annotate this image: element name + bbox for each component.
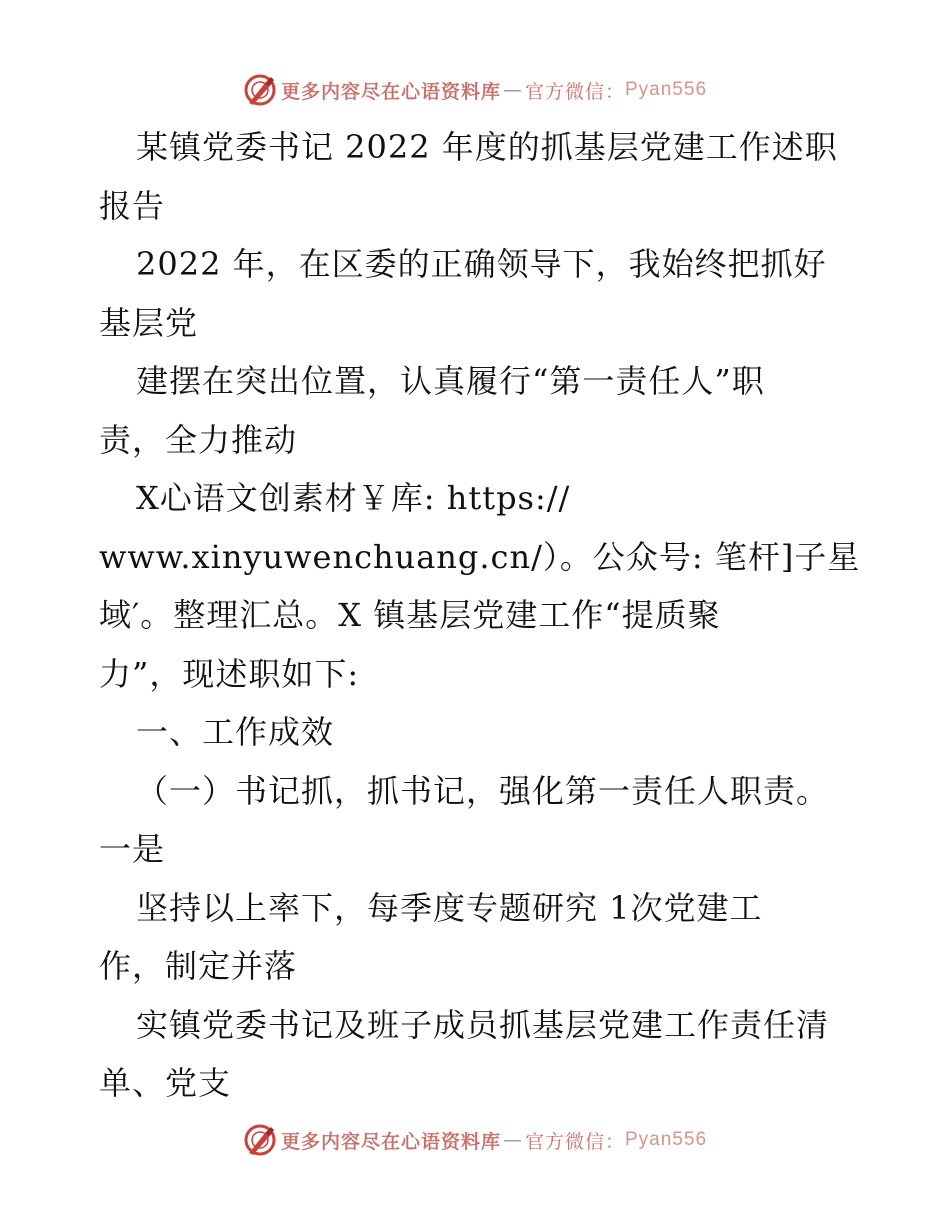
paragraph-line: 一、工作成效 — [136, 713, 335, 751]
header-banner — [0, 70, 950, 110]
paragraph-line: 坚持以上率下，每季度专题研究 1次党建工 — [136, 888, 763, 927]
paragraph-line: www.xinyuwenchuang.cn/）。公众号: 笔杆]子星 — [99, 537, 861, 576]
banner-wechat-id: Pyan556 — [625, 79, 708, 100]
pen-logo-icon — [243, 73, 277, 107]
paragraph-line: 报告 — [99, 186, 166, 225]
paragraph-line: 作，制定并落 — [99, 947, 298, 985]
banner-main-text: 更多内容尽在心语资料库 — [280, 80, 501, 103]
banner-main-text: 更多内容尽在心语资料库 — [280, 1130, 501, 1153]
pen-logo-icon — [243, 1123, 277, 1157]
paragraph-line: 单、党支 — [99, 1064, 232, 1102]
paragraph-line: X心语文创素材￥库: https:// — [136, 479, 571, 517]
paragraph-line: 基层党 — [99, 303, 199, 342]
paragraph-line: 域′。整理汇总。X 镇基层党建工作“提质聚 — [99, 596, 721, 634]
paragraph-line: 一是 — [99, 830, 166, 868]
paragraph-line: 责，全力推动 — [99, 420, 298, 459]
banner-separator: — — [502, 79, 523, 101]
paragraph-line: 建摆在突出位置，认真履行“第一责任人”职 — [136, 362, 765, 400]
footer-banner — [0, 1120, 950, 1160]
paragraph-line: 实镇党委书记及班子成员抓基层党建工作责任清 — [136, 1005, 830, 1044]
paragraph-line: 2022 年，在区委的正确领导下，我始终把抓好 — [136, 245, 827, 283]
paragraph-line: 某镇党委书记 2022 年度的抓基层党建工作述职 — [136, 128, 838, 166]
banner-sub-text: 官方微信： — [524, 1130, 625, 1153]
document-body — [99, 118, 859, 1113]
paragraph-line: 力”，现述职如下: — [99, 654, 360, 693]
banner-wechat-id: Pyan556 — [625, 1129, 708, 1150]
paragraph-line: （一）书记抓，抓书记，强化第一责任人职责。 — [136, 771, 830, 810]
banner-separator: — — [502, 1129, 523, 1151]
banner-sub-text: 官方微信： — [524, 80, 625, 103]
